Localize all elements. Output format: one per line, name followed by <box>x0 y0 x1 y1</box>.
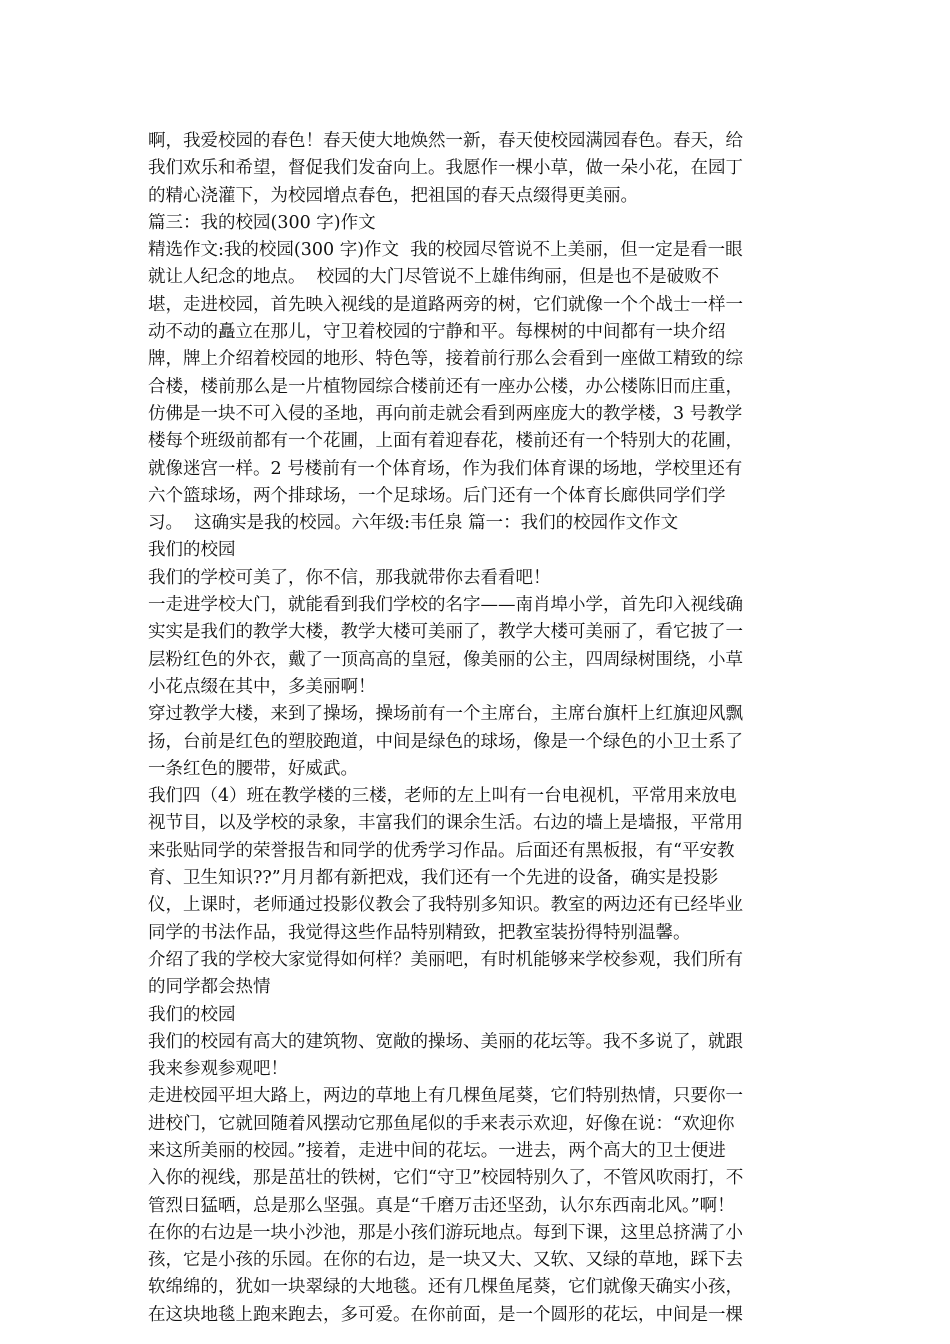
text-line: 合楼，楼前那么是一片植物园综合楼前还有一座办公楼，办公楼陈旧而庄重， <box>148 376 743 397</box>
text-line: 我们欢乐和希望，督促我们发奋向上。我愿作一棵小草，做一朵小花，在园丁 <box>148 158 743 179</box>
text-line: 在这块地毯上跑来跑去，多可爱。在你前面，是一个圆形的花坛，中间是一棵 <box>148 1304 743 1325</box>
text-line: 牌，牌上介绍着校园的地形、特色等，接着前行那么会看到一座做工精致的综 <box>148 349 743 370</box>
text-line: 我们的校园 <box>148 540 236 561</box>
text-line: 入你的视线，那是茁壮的铁树，它们“守卫”校园特别久了，不管风吹雨打，不 <box>148 1168 744 1189</box>
text-line: 穿过教学大楼，来到了操场，操场前有一个主席台，主席台旗杆上红旗迎风飘 <box>148 704 743 725</box>
text-line: 精选作文:我的校园(300 字)作文 我的校园尽管说不上美丽，但一定是看一眼 <box>148 240 743 261</box>
text-line: 在你的右边是一块小沙池，那是小孩们游玩地点。每到下课，这里总挤满了小 <box>148 1222 743 1243</box>
text-line: 习。 这确实是我的校园。六年级:韦任泉 篇一：我们的校园作文作文 <box>148 513 679 534</box>
text-line: 楼每个班级前都有一个花圃，上面有着迎春花，楼前还有一个特别大的花圃， <box>148 431 743 452</box>
text-line: 介绍了我的学校大家觉得如何样？美丽吧，有时机能够来学校参观，我们所有 <box>148 949 743 970</box>
text-line: 同学的书法作品，我觉得这些作品特别精致，把教室装扮得特别温馨。 <box>148 922 691 943</box>
text-line: 的精心浇灌下，为校园增点春色，把祖国的春天点缀得更美丽。 <box>148 185 638 206</box>
text-line: 育、卫生知识??”月月都有新把戏，我们还有一个先进的设备，确实是投影 <box>148 868 719 889</box>
text-line: 扬，台前是红色的塑胶跑道，中间是绿色的球场，像是一个绿色的小卫士系了 <box>148 731 743 752</box>
text-line: 管烈日猛晒，总是那么坚强。真是“千磨万击还坚劲，认尔东西南北风。”啊！ <box>148 1195 735 1216</box>
text-line: 我们四（4）班在教学楼的三楼，老师的左上叫有一台电视机，平常用来放电 <box>148 786 737 807</box>
text-line: 的同学都会热情 <box>148 977 271 998</box>
text-line: 视节目，以及学校的录象，丰富我们的课余生活。右边的墙上是墙报，平常用 <box>148 813 743 834</box>
text-line: 六个篮球场，两个排球场，一个足球场。后门还有一个体育长廊供同学们学 <box>148 485 726 506</box>
text-line: 仿佛是一块不可入侵的圣地，再向前走就会看到两座庞大的教学楼，3 号教学 <box>148 403 743 424</box>
text-line: 动不动的矗立在那儿，守卫着校园的宁静和平。每棵树的中间都有一块介绍 <box>148 322 726 343</box>
text-line: 仪，上课时，老师通过投影仪教会了我特别多知识。教室的两边还有已经毕业 <box>148 895 743 916</box>
text-line: 一条红色的腰带，好威武。 <box>148 758 358 779</box>
text-line: 实实是我们的教学大楼，教学大楼可美丽了，教学大楼可美丽了，看它披了一 <box>148 622 743 643</box>
text-line: 小花点缀在其中，多美丽啊！ <box>148 676 376 697</box>
text-line: 软绵绵的，犹如一块翠绿的大地毯。还有几棵鱼尾葵，它们就像天确实小孩， <box>148 1277 743 1298</box>
text-line: 来张贴同学的荣誉报告和同学的优秀学习作品。后面还有黑板报，有“平安教 <box>148 840 735 861</box>
text-line: 走进校园平坦大路上，两边的草地上有几棵鱼尾葵，它们特别热情，只要你一 <box>148 1086 743 1107</box>
text-line: 进校门，它就回随着风摆动它那鱼尾似的手来表示欢迎，好像在说：“欢迎你 <box>148 1113 735 1134</box>
text-line: 我来参观参观吧！ <box>148 1059 288 1080</box>
text-line: 我们的校园 <box>148 1004 236 1025</box>
text-line: 就像迷宫一样。2 号楼前有一个体育场，作为我们体育课的场地，学校里还有 <box>148 458 743 479</box>
text-line: 孩，它是小孩的乐园。在你的右边，是一块又大、又软、又绿的草地，踩下去 <box>148 1250 743 1271</box>
text-line: 层粉红色的外衣，戴了一顶高高的皇冠，像美丽的公主，四周绿树围绕，小草 <box>148 649 743 670</box>
text-line: 我们的校园有高大的建筑物、宽敞的操场、美丽的花坛等。我不多说了，就跟 <box>148 1031 743 1052</box>
text-line: 啊，我爱校园的春色！春天使大地焕然一新，春天使校园满园春色。春天，给 <box>148 131 743 151</box>
text-line: 一走进学校大门，就能看到我们学校的名字——南肖埠小学，首先印入视线确 <box>148 595 743 616</box>
text-line: 来这所美丽的校园。”接着，走进中间的花坛。一进去，两个高大的卫士便进 <box>148 1140 726 1161</box>
text-line: 堪，走进校园，首先映入视线的是道路两旁的树，它们就像一个个战士一样一 <box>148 294 743 315</box>
document-body <box>148 128 800 1329</box>
text-line: 我们的学校可美了，你不信，那我就带你去看看吧！ <box>148 567 551 588</box>
text-line: 篇三：我的校园(300 字)作文 <box>148 212 376 233</box>
text-line: 就让人纪念的地点。 校园的大门尽管说不上雄伟绚丽，但是也不是破败不 <box>148 267 720 288</box>
